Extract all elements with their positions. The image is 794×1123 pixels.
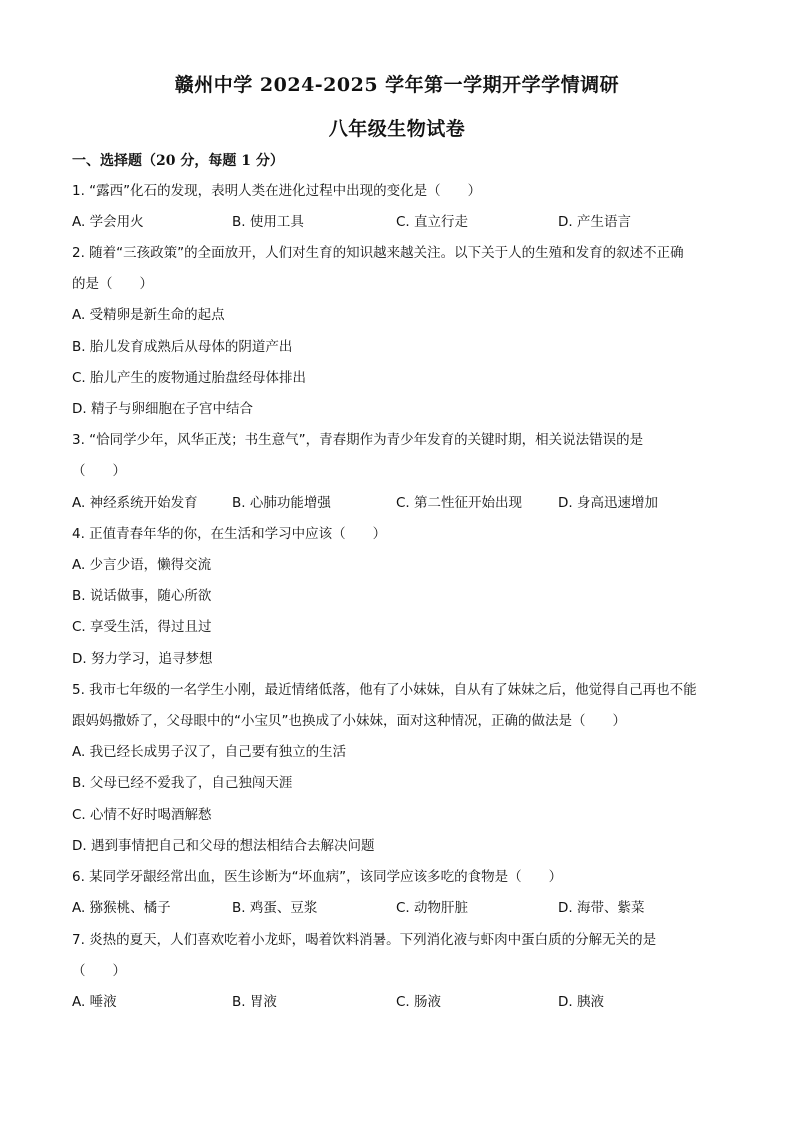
question-3-option-a: A. 神经系统开始发育 xyxy=(72,495,198,511)
question-6-stem: 6. 某同学牙龈经常出血，医生诊断为“坏血病”，该同学应该多吃的食物是（ ） xyxy=(72,869,563,885)
question-6-option-d: D. 海带、紫菜 xyxy=(558,900,645,916)
question-7-stem-line-1: 7. 炎热的夏天，人们喜欢吃着小龙虾，喝着饮料消暑。下列消化液与虾肉中蛋白质的分解无关的是 xyxy=(72,932,657,948)
exam-subtitle: 八年级生物试卷 xyxy=(328,118,466,140)
question-4-option-c: C. 享受生活，得过且过 xyxy=(72,619,212,635)
question-2-option-d: D. 精子与卵细胞在子宫中结合 xyxy=(72,401,253,417)
question-5-option-b: B. 父母已经不爱我了，自己独闯天涯 xyxy=(72,775,293,791)
question-3-stem-line-2: （ ） xyxy=(72,463,126,479)
question-3-options xyxy=(72,494,722,512)
question-6-option-b: B. 鸡蛋、豆浆 xyxy=(232,900,318,916)
question-5-stem-line-2: 跟妈妈撒娇了，父母眼中的“小宝贝”也换成了小妹妹，面对这种情况，正确的做法是（ ） xyxy=(72,713,626,729)
question-4-option-d: D. 努力学习，追寻梦想 xyxy=(72,651,213,667)
question-2-stem-line-2: 的是（ ） xyxy=(72,276,153,292)
question-6-option-a: A. 猕猴桃、橘子 xyxy=(72,900,171,916)
question-4-stem: 4. 正值青春年华的你，在生活和学习中应该（ ） xyxy=(72,526,387,542)
question-7-option-a: A. 唾液 xyxy=(72,994,117,1010)
question-3-option-c: C. 第二性征开始出现 xyxy=(396,495,523,511)
question-3-option-b: B. 心肺功能增强 xyxy=(232,495,331,511)
question-6-options xyxy=(72,899,722,917)
question-5-option-d: D. 遇到事情把自己和父母的想法相结合去解决问题 xyxy=(72,838,375,854)
question-7-option-c: C. 肠液 xyxy=(396,994,442,1010)
question-7-option-d: D. 胰液 xyxy=(558,994,604,1010)
question-2-option-c: C. 胎儿产生的废物通过胎盘经母体排出 xyxy=(72,370,307,386)
question-1-options xyxy=(72,213,722,231)
exam-title: 赣州中学 2024-2025 学年第一学期开学学情调研 xyxy=(174,74,620,96)
question-2-stem-line-1: 2. 随着“三孩政策”的全面放开，人们对生育的知识越来越关注。以下关于人的生殖和发育的叙述不正确 xyxy=(72,245,684,261)
question-4-option-a: A. 少言少语，懒得交流 xyxy=(72,557,212,573)
question-5-stem-line-1: 5. 我市七年级的一名学生小刚，最近情绪低落，他有了小妹妹，自从有了妹妹之后，他觉得自己再也不能 xyxy=(72,682,697,698)
question-2-option-a: A. 受精卵是新生命的起点 xyxy=(72,307,225,323)
question-4-option-b: B. 说话做事，随心所欲 xyxy=(72,588,212,604)
question-1-option-a: A. 学会用火 xyxy=(72,214,144,230)
question-3-stem-line-1: 3. “恰同学少年，风华正茂；书生意气”，青春期作为青少年发育的关键时期，相关说法错误的是 xyxy=(72,432,644,448)
question-5-option-c: C. 心情不好时喝酒解愁 xyxy=(72,807,212,823)
question-1-option-d: D. 产生语言 xyxy=(558,214,631,230)
question-2-option-b: B. 胎儿发育成熟后从母体的阴道产出 xyxy=(72,339,293,355)
question-7-stem-line-2: （ ） xyxy=(72,963,126,979)
question-7-option-b: B. 胃液 xyxy=(232,994,277,1010)
question-7-options xyxy=(72,993,722,1011)
question-1-stem: 1. “露西”化石的发现，表明人类在进化过程中出现的变化是（ ） xyxy=(72,183,482,199)
question-5-option-a: A. 我已经长成男子汉了，自己要有独立的生活 xyxy=(72,744,347,760)
question-6-option-c: C. 动物肝脏 xyxy=(396,900,469,916)
question-3-option-d: D. 身高迅速增加 xyxy=(558,495,658,511)
question-1-option-c: C. 直立行走 xyxy=(396,214,469,230)
question-1-option-b: B. 使用工具 xyxy=(232,214,304,230)
section-heading: 一、选择题（20 分，每题 1 分） xyxy=(72,153,284,169)
